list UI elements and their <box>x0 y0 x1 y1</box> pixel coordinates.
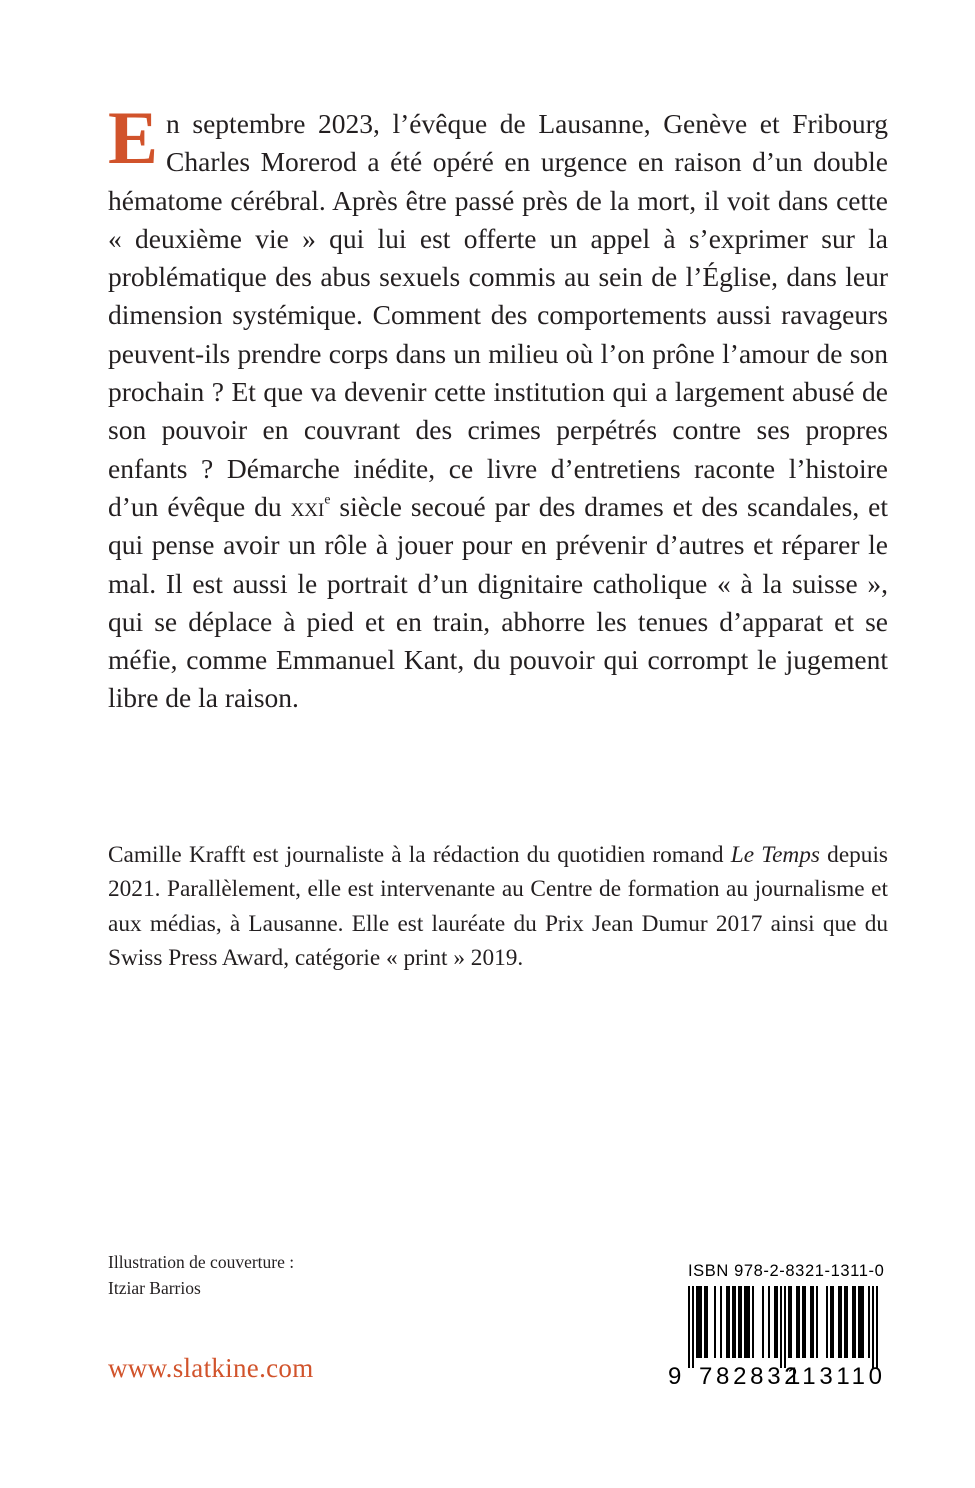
newspaper-title: Le Temps <box>730 842 820 868</box>
book-blurb <box>108 97 888 718</box>
barcode-guard-bar <box>692 1286 694 1368</box>
barcode-bar <box>826 1286 828 1358</box>
barcode-bar <box>726 1286 728 1358</box>
barcode-bar <box>816 1286 818 1358</box>
barcode-bar <box>698 1286 700 1358</box>
barcode-bar <box>810 1286 812 1358</box>
isbn-barcode <box>668 1286 884 1368</box>
barcode-bar <box>838 1286 840 1358</box>
ean-digits-left: 782832 <box>699 1363 802 1390</box>
barcode-bar <box>714 1286 716 1358</box>
barcode-bar <box>858 1286 860 1358</box>
bio-text-part-1: Camille Krafft est journaliste à la rédaction du quotidien romand <box>108 842 731 868</box>
barcode-bar <box>832 1286 834 1358</box>
barcode-bar <box>854 1286 856 1358</box>
blurb-text-part-1: n septembre 2023, l’évêque de Lausanne, Genève et Fribourg Charles Morerod a été opéré en urgence en raison d’un double hématome cérébral. Après être passé près de la mort, il voit dans cette « deuxième vie » qui lui est offerte un appel à s’exprimer sur la problématique des abus sexuels commis au sein de l’Église, dans leur dimension systémique. Comment des comportements aussi ravageurs peuvent-ils prendre corps dans un milieu où l’on prône l’amour de son prochain ? Et que va devenir cette institution qui a largement abusé de son pouvoir en couvrant des crimes perpétrés contre ses propres enfants ? Démarche inédite, ce livre d’entretiens raconte l’histoire d’un évêque du <box>108 108 888 522</box>
barcode-bar <box>812 1286 814 1358</box>
barcode-bar <box>748 1286 750 1358</box>
bio-text-part-2: depuis 2021. Parallèlement, elle est intervenante au Centre de formation au journalisme et aux médias, à Lausanne. Elle est lauréate du Prix Jean Dumur 2017 ainsi que du Swiss Press Award, catégorie « print » 2019. <box>108 842 888 971</box>
barcode-bar <box>768 1286 770 1358</box>
drop-cap: E <box>108 97 159 180</box>
blurb-text-part-2: siècle secoué par des drames et des scandales, et qui pense avoir un rôle à jouer pour en prévenir d’autres et réparer le mal. Il est aussi le portrait d’un dignitaire catholique « à la suisse », qui se déplace à pied et en train, abhorre les tenues d’apparat et se méfie, comme Emmanuel Kant, du pouvoir qui corrompt le jugement libre de la raison. <box>108 490 888 714</box>
barcode-guard-bar <box>688 1286 690 1368</box>
credits-name: Itziar Barrios <box>108 1278 201 1298</box>
barcode-bar <box>796 1286 798 1358</box>
barcode-bar <box>744 1286 746 1358</box>
barcode-bar <box>706 1286 708 1358</box>
barcode-bar <box>752 1286 754 1358</box>
barcode-bar <box>776 1286 778 1358</box>
century-superscript: e <box>324 491 331 507</box>
barcode-bar <box>840 1286 842 1358</box>
credits-label: Illustration de couverture : <box>108 1252 295 1272</box>
cover-credits <box>108 1249 294 1301</box>
barcode-bar <box>852 1286 854 1358</box>
barcode-bar <box>846 1286 848 1358</box>
isbn-label: ISBN 978-2-8321-1311-0 <box>688 1262 885 1280</box>
century-numeral: xxi <box>290 490 325 522</box>
barcode-bar <box>746 1286 748 1358</box>
barcode-bar <box>732 1286 734 1358</box>
barcode-guard-bar <box>876 1286 878 1368</box>
barcode-bar <box>704 1286 706 1358</box>
barcode-bar <box>720 1286 722 1358</box>
barcode-bar <box>728 1286 730 1358</box>
barcode-guard-bar <box>780 1286 782 1368</box>
barcode-bar <box>734 1286 736 1358</box>
barcode-bar <box>862 1286 864 1358</box>
ean-digits-right: 113110 <box>787 1363 886 1390</box>
barcode-bar <box>696 1286 698 1358</box>
author-bio <box>108 838 888 975</box>
barcode-bar <box>830 1286 832 1358</box>
barcode-guard-bar <box>872 1286 874 1368</box>
barcode-bar <box>860 1286 862 1358</box>
barcode-bar <box>700 1286 702 1358</box>
barcode-bar <box>774 1286 776 1358</box>
barcode-bar <box>738 1286 740 1358</box>
barcode-bar <box>762 1286 764 1358</box>
barcode-bar <box>740 1286 742 1358</box>
barcode-bar <box>788 1286 790 1358</box>
barcode-guard-bar <box>784 1286 786 1368</box>
ean-digit-first: 9 <box>668 1363 684 1390</box>
publisher-website[interactable]: www.slatkine.com <box>108 1353 314 1383</box>
barcode-bar <box>844 1286 846 1358</box>
barcode-bar <box>868 1286 870 1358</box>
barcode-bar <box>790 1286 792 1358</box>
barcode-bar <box>802 1286 804 1358</box>
barcode-bar <box>804 1286 806 1358</box>
barcode-bar <box>798 1286 800 1358</box>
